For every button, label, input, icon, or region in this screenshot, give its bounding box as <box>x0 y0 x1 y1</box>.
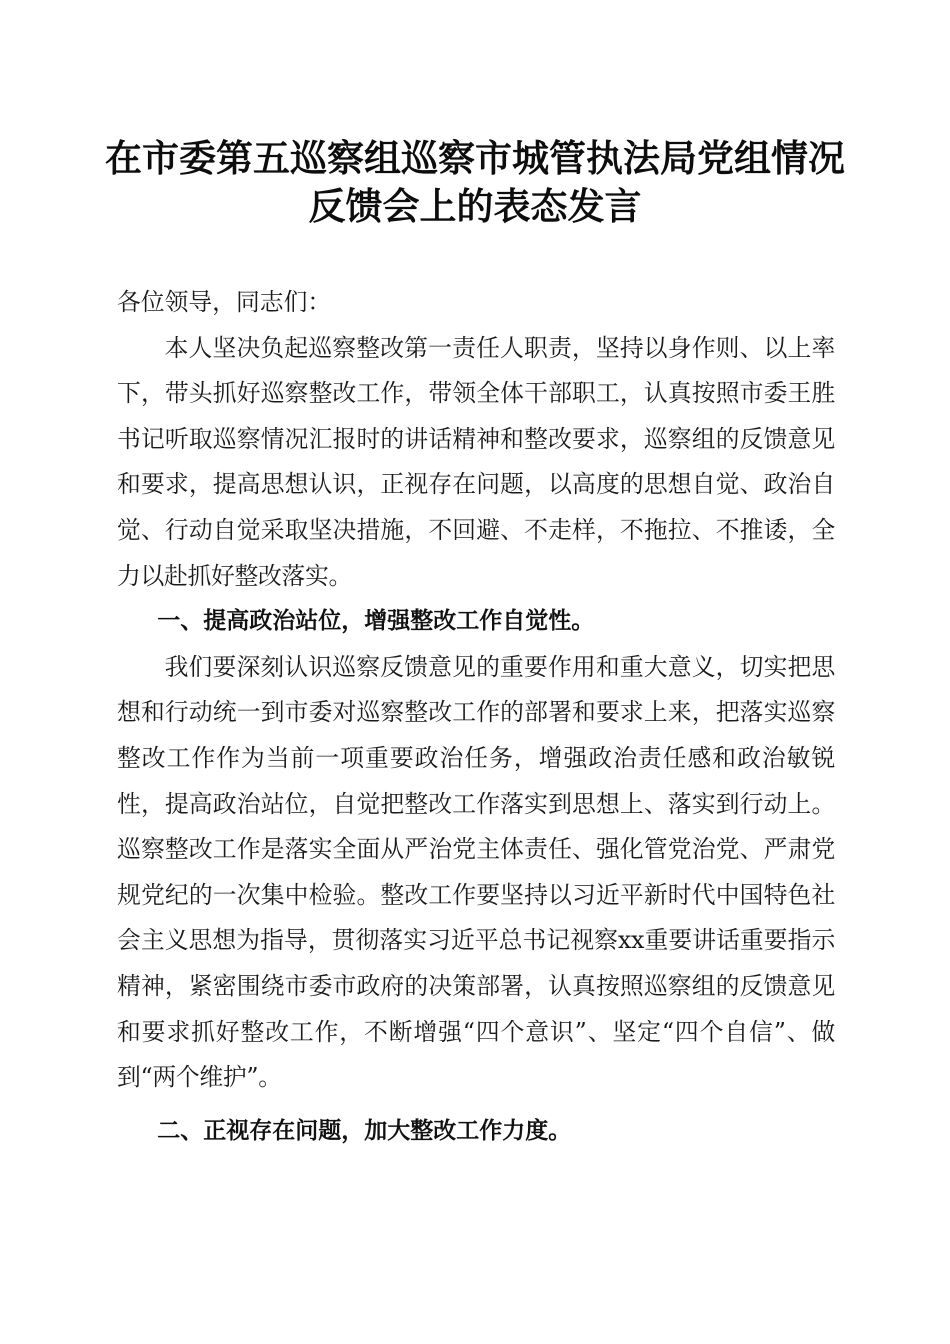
intro-paragraph: 本人坚决负起巡察整改第一责任人职责，坚持以身作则、以上率下，带头抓好巡察整改工作，带领全体干部职工，认真按照市委王胜书记听取巡察情况汇报时的讲话精神和整改要求，巡察组的反馈意见和要求，提高思想认识，正视存在问题，以高度的思想自觉、政治自觉、行动自觉采取坚决措施，不回避、不走样，不拖拉、不推诿，全力以赴抓好整改落实。 <box>117 333 835 590</box>
title-line-2: 反馈会上的表态发言 <box>308 184 642 228</box>
title-line-1: 在市委第五巡察组巡察市城管执法局党组情况 <box>105 136 845 180</box>
section-2-heading: 二、正视存在问题，加大整改工作力度。 <box>157 1117 572 1144</box>
section-1-paragraph: 我们要深刻认识巡察反馈意见的重要作用和重大意义，切实把思想和行动统一到市委对巡察整改工作的部署和要求上来，把落实巡察整改工作作为当前一项重要政治任务，增强政治责任感和政治敏锐性，提高政治站位，自觉把整改工作落实到思想上、落实到行动上。巡察整改工作是落实全面从严治党主体责任、强化管党治党、严肃党规党纪的一次集中检验。整改工作要坚持以习近平新时代中国特色社会主义思想为指导，贯彻落实习近平总书记视察xx重要讲话重要指示精神，紧密围绕市委市政府的决策部署，认真按照巡察组的反馈意见和要求抓好整改工作，不断增强“四个意识”、坚定“四个自信”、做到“两个维护”。 <box>117 652 835 1092</box>
section-1-heading: 一、提高政治站位，增强整改工作自觉性。 <box>157 608 595 635</box>
document-body <box>117 280 835 1154</box>
salutation: 各位领导，同志们： <box>117 288 332 316</box>
document-title <box>0 134 950 230</box>
